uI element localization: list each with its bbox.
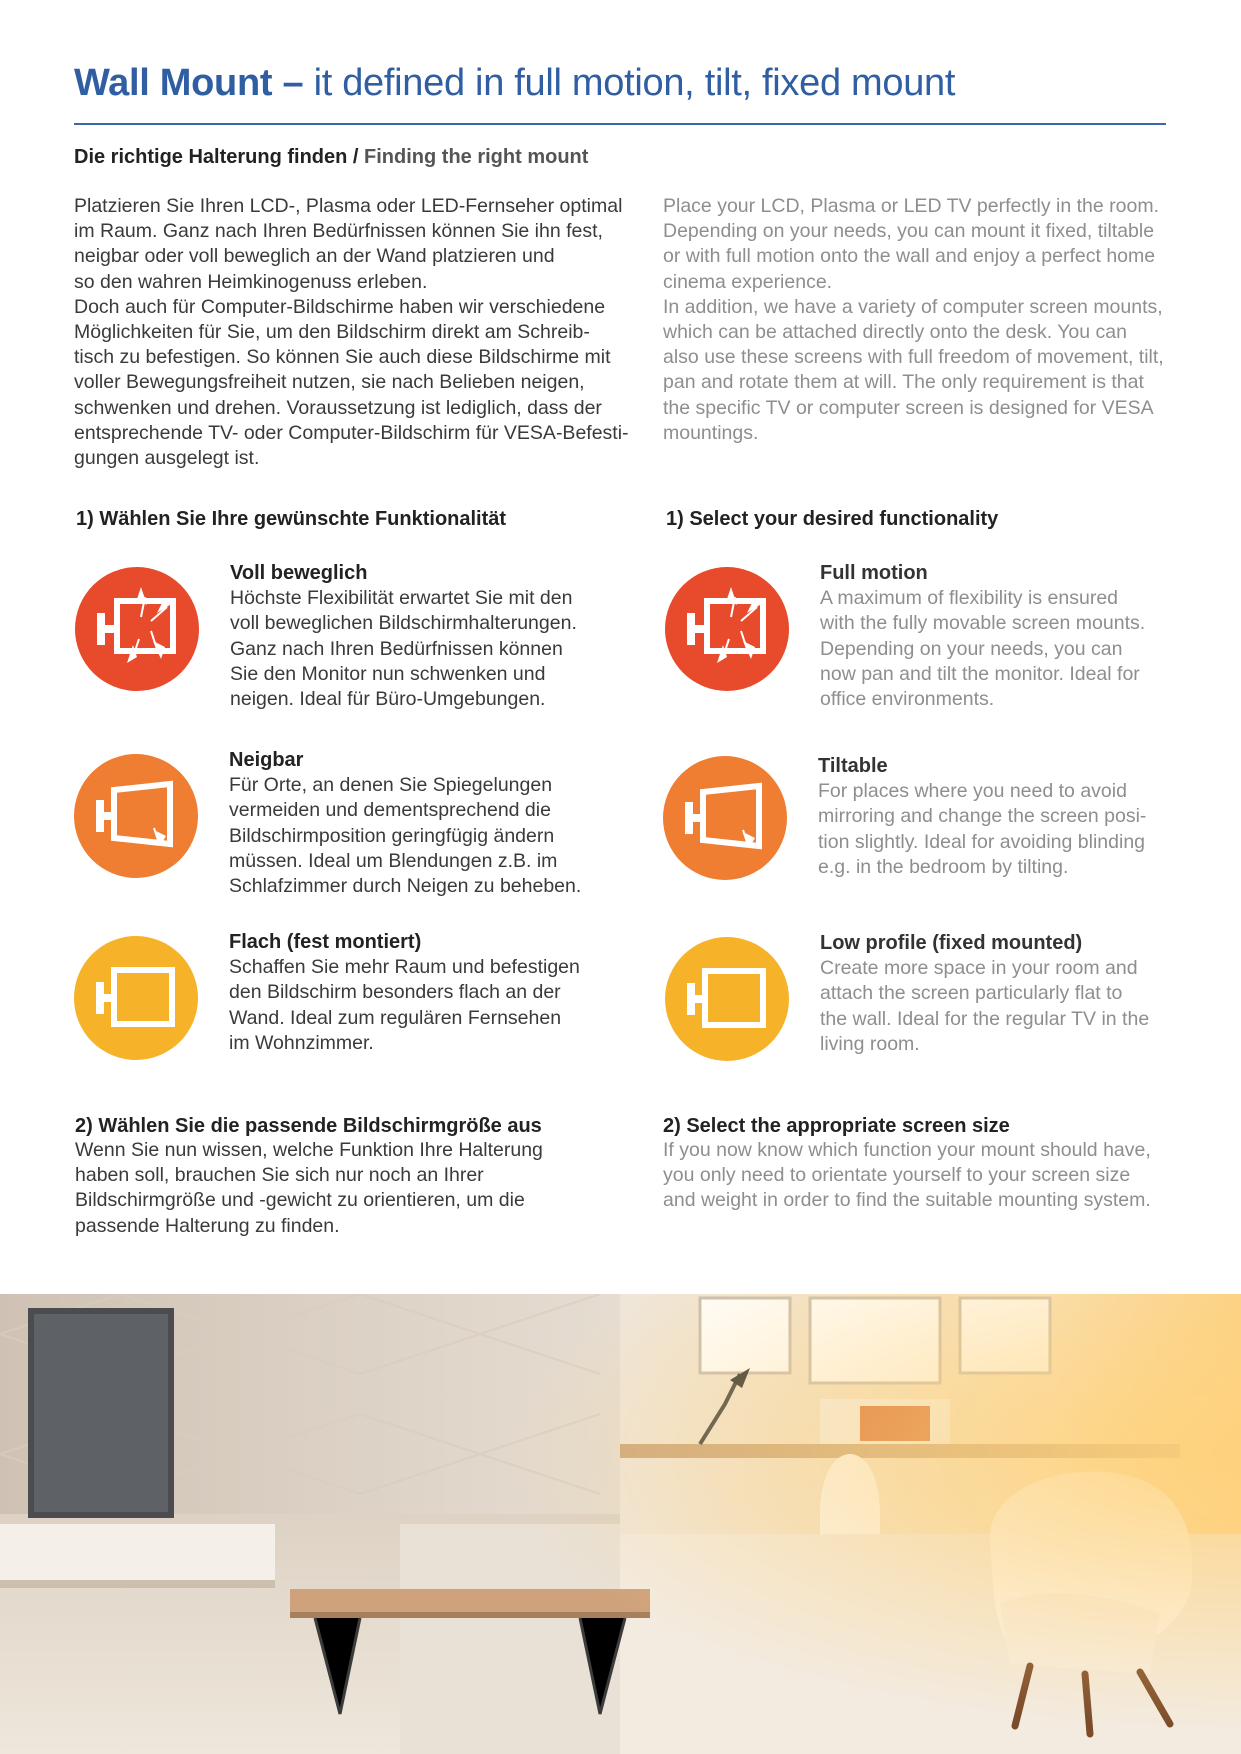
text-line: voller Bewegungsfreiheit nutzen, sie nach Belieben neigen, [74,371,585,394]
text-line: Möglichkeiten für Sie, um den Bildschirm direkt am Schreib- [74,321,590,344]
text-line: voll beweglichen Bildschirmhalterungen. [230,612,577,635]
text-line: A maximum of flexibility is ensured [820,587,1119,610]
full-motion-icon [665,567,789,691]
text-line: the specific TV or computer screen is designed for VESA [663,396,1154,419]
text-line: the wall. Ideal for the regular TV in the [820,1007,1150,1030]
intro-text-en [663,194,1173,446]
tilt-icon [74,754,198,878]
section1-title-en: 1) Select your desired functionality [666,508,999,530]
text-line: For places where you need to avoid [818,780,1127,803]
fixed-mount-icon [74,936,198,1060]
page-title: Wall Mount – it defined in full motion, tilt, fixed mount [74,62,956,104]
feature-title: Low profile (fixed mounted) [820,932,1083,954]
text-line: Wenn Sie nun wissen, welche Funktion Ihre Halterung [75,1139,543,1161]
text-line: mountings. [663,421,759,444]
feature-description [820,586,1200,712]
text-line: vermeiden und dementsprechend die [229,799,551,822]
text-line: Wand. Ideal zum regulären Fernsehen [229,1006,562,1029]
text-line: or with full motion onto the wall and enjoy a perfect home [663,245,1156,268]
text-line: schwenken und drehen. Voraussetzung ist lediglich, dass der [74,396,602,419]
text-line: Platzieren Sie Ihren LCD-, Plasma oder LED-Fernseher optimal [74,195,623,217]
text-line: mirroring and change the screen posi- [818,805,1147,828]
tilt-icon [663,756,787,880]
text-line: im Raum. Ganz nach Ihren Bedürfnissen können Sie ihn fest, [74,220,603,243]
feature-description [229,955,609,1056]
section2-en [663,1115,1223,1214]
feature-title: Full motion [820,562,928,584]
text-line: Sie den Monitor nun schwenken und [230,662,546,685]
section2-title-en: 2) Select the appropriate screen size [663,1115,1010,1137]
text-line: e.g. in the bedroom by tilting. [818,855,1069,878]
text-line: office environments. [820,688,995,711]
text-line: so den wahren Heimkinogenuss erleben. [74,270,428,293]
text-line: now pan and tilt the monitor. Ideal for [820,662,1140,685]
text-line: also use these screens with full freedom of movement, tilt, [663,346,1164,369]
text-line: you only need to orientate yourself to your screen size [663,1164,1131,1187]
text-line: haben soll, brauchen Sie sich nur noch an Ihrer [75,1164,484,1187]
text-line: Höchste Flexibilität erwartet Sie mit den [230,587,573,610]
feature-description [229,773,609,899]
text-line: Für Orte, an denen Sie Spiegelungen [229,774,553,797]
text-line: müssen. Ideal um Blendungen z.B. im [229,849,558,872]
intro-text-de [74,194,629,471]
text-line: im Wohnzimmer. [229,1031,374,1054]
section2-de [75,1115,595,1239]
feature-description [820,956,1200,1057]
text-line: Ganz nach Ihren Bedürfnissen können [230,637,563,660]
section1-title-de: 1) Wählen Sie Ihre gewünschte Funktionalität [76,508,507,530]
text-line: Depending on your needs, you can [820,637,1123,660]
text-line: Schlafzimmer durch Neigen zu beheben. [229,875,582,898]
text-line: attach the screen particularly flat to [820,982,1123,1005]
title-divider [74,123,1166,125]
full-motion-icon [75,567,199,691]
text-line: entsprechende TV- oder Computer-Bildschirm für VESA-Befesti- [74,421,629,444]
text-line: Doch auch für Computer-Bildschirme haben wir verschiedene [74,295,606,318]
text-line: Bildschirmposition geringfügig ändern [229,824,555,847]
text-line: cinema experience. [663,270,833,293]
section2-text-en [663,1138,1223,1214]
text-line: neigen. Ideal für Büro-Umgebungen. [230,688,546,711]
text-line: and weight in order to find the suitable mounting system. [663,1189,1151,1212]
text-line: with the fully movable screen mounts. [820,612,1146,635]
subheading: Die richtige Halterung finden / Finding the right mount [74,146,589,168]
feature-title: Neigbar [229,749,304,771]
feature-description [230,586,610,712]
section2-text-de [75,1138,595,1239]
section2-title-de: 2) Wählen Sie die passende Bildschirmgröße aus [75,1115,542,1137]
text-line: neigbar oder voll beweglich an der Wand platzieren und [74,245,555,268]
text-line: Create more space in your room and [820,957,1138,980]
text-line: Bildschirmgröße und -gewicht zu orientieren, um die [75,1189,525,1212]
text-line: Schaffen Sie mehr Raum und befestigen [229,956,580,979]
text-line: pan and rotate them at will. The only requirement is that [663,371,1144,394]
feature-title: Voll beweglich [230,562,368,584]
fixed-mount-icon [665,937,789,1061]
text-line: tisch zu befestigen. So können Sie auch diese Bildschirme mit [74,346,611,369]
feature-title: Flach (fest montiert) [229,931,422,953]
text-line: In addition, we have a variety of computer screen mounts, [663,295,1163,318]
text-line: passende Halterung zu finden. [75,1214,340,1237]
living-room-photo [0,1294,1241,1754]
text-line: Depending on your needs, you can mount it fixed, tiltable [663,220,1155,243]
text-line: If you now know which function your mount should have, [663,1139,1151,1161]
text-line: gungen ausgelegt ist. [74,447,260,470]
feature-description [818,779,1198,880]
text-line: tion slightly. Ideal for avoiding blinding [818,830,1146,853]
feature-title: Tiltable [818,755,888,777]
text-line: Place your LCD, Plasma or LED TV perfectly in the room. [663,195,1160,217]
text-line: which can be attached directly onto the desk. You can [663,321,1127,344]
text-line: living room. [820,1032,920,1055]
text-line: den Bildschirm besonders flach an der [229,981,561,1004]
